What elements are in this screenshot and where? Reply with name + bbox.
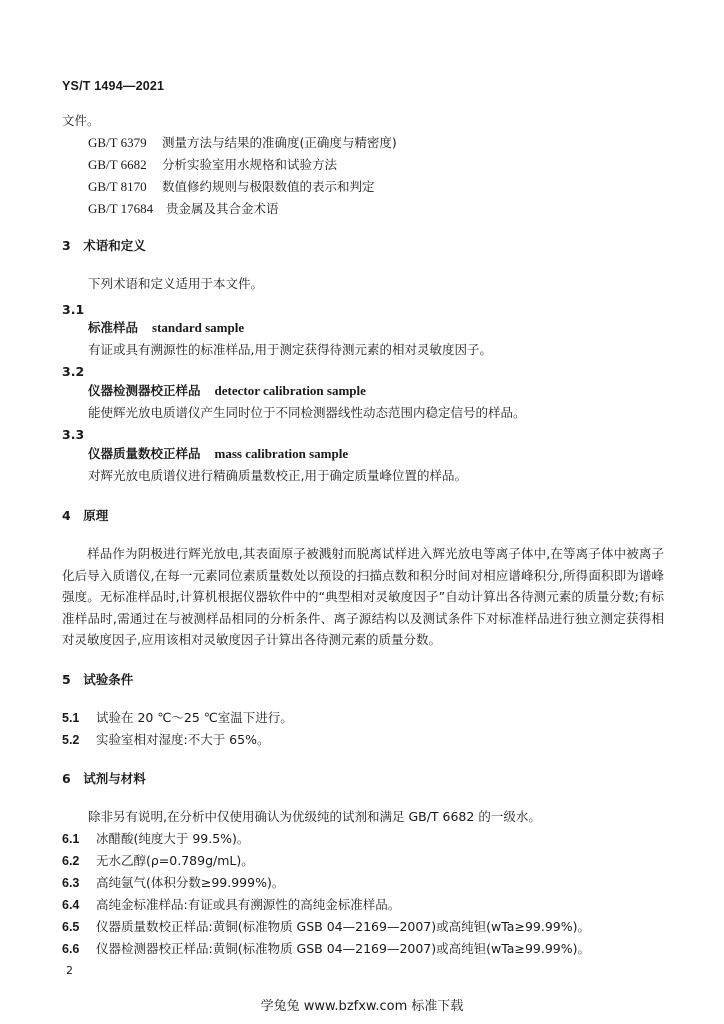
- reference-title: 分析实验室用水规格和试验方法: [162, 157, 338, 172]
- reference-title: 贵金属及其合金术语: [166, 201, 279, 216]
- term-definition: 有证或具有溯源性的标准样品,用于测定获得待测元素的相对灵敏度因子。: [88, 342, 492, 357]
- term-cn: 仪器检测器校正样品: [88, 383, 201, 398]
- clause-text: 高纯氩气(体积分数≥99.999%)。: [96, 875, 285, 890]
- section-heading: 5 试验条件: [62, 672, 134, 687]
- clause-item: [62, 941, 590, 957]
- clause-text: 无水乙醇(ρ=0.789g/mL)。: [96, 853, 254, 868]
- clause-number: 6.1: [62, 832, 80, 846]
- clause-number: 6.5: [62, 920, 80, 934]
- term-number: 3.2: [62, 364, 85, 379]
- clause-item: [62, 853, 254, 869]
- reference-title: 数值修约规则与极限数值的表示和判定: [162, 179, 375, 194]
- term-en: mass calibration sample: [214, 446, 349, 461]
- clause-item: [62, 875, 284, 891]
- term-cn: 标准样品: [88, 320, 139, 335]
- section-heading: 3 术语和定义: [62, 238, 146, 253]
- clause-text: 仪器质量数校正样品:黄铜(标准物质 GSB 04—2169—2007)或高纯钽(wTa≥99.99%)。: [96, 919, 590, 934]
- continuation-text: 文件。: [62, 113, 100, 128]
- clause-text: 仪器检测器校正样品:黄铜(标准物质 GSB 04—2169—2007)或高纯钽(wTa≥99.99%)。: [96, 941, 590, 956]
- reference-item: [88, 201, 279, 217]
- reference-code: GB/T 6682: [88, 157, 147, 172]
- term-en: standard sample: [152, 320, 245, 335]
- term-cn: 仪器质量数校正样品: [88, 446, 201, 461]
- reference-code: GB/T 8170: [88, 179, 147, 194]
- clause-text: 实验室相对湿度:不大于 65%。: [96, 732, 270, 747]
- principle-text: 样品作为阴极进行辉光放电,其表面原子被溅射而脱离试样进入辉光放电等离子体中,在等离子体中被离子化后导入质谱仪,在每一元素同位素质量数处以预设的扫描点数和积分时间对相应谱峰积分,所得面积即为谱峰强度。无标准样品时,计算机根据仪器软件中的“典型相对灵敏度因子”自动计算出各待测元素的质量分数;有标准样品时,需通过在与被测样品相同的分析条件、离子源结构以及测试条件下对标准样品进行独立测定获得相对灵敏度因子,应用该相对灵敏度因子计算出各待测元素的质量分数。: [62, 546, 664, 647]
- clause-item: [62, 897, 400, 913]
- section-heading: 4 原理: [62, 508, 109, 523]
- term-number: 3.3: [62, 427, 85, 442]
- clause-text: 高纯金标准样品:有证或具有溯源性的高纯金标准样品。: [96, 897, 401, 912]
- reference-item: [88, 157, 337, 173]
- clause-item: [62, 919, 590, 935]
- section-intro: 下列术语和定义适用于本文件。: [88, 276, 264, 291]
- clause-number: 6.6: [62, 942, 80, 956]
- term-title: [88, 320, 244, 336]
- section-intro: 除非另有说明,在分析中仅使用确认为优级纯的试剂和满足 GB/T 6682 的一级水。: [88, 809, 541, 824]
- clause-number: 6.3: [62, 876, 80, 890]
- section-heading: 6 试剂与材料: [62, 771, 146, 786]
- term-definition: 对辉光放电质谱仪进行精确质量数校正,用于确定质量峰位置的样品。: [88, 468, 467, 483]
- document-code: YS/T 1494—2021: [62, 79, 165, 93]
- reference-code: GB/T 17684: [88, 201, 154, 216]
- clause-number: 5.2: [62, 733, 80, 747]
- clause-item: [62, 732, 269, 748]
- clause-number: 6.4: [62, 898, 80, 912]
- clause-item: [62, 831, 249, 847]
- term-title: [88, 383, 366, 399]
- clause-number: 5.1: [62, 711, 80, 725]
- reference-item: [88, 135, 397, 151]
- clause-text: 试验在 20 ℃～25 ℃室温下进行。: [96, 710, 293, 725]
- reference-item: [88, 179, 375, 195]
- page-number: 2: [66, 964, 73, 977]
- clause-item: [62, 710, 293, 726]
- principle-paragraph: [62, 543, 664, 651]
- footer-watermark: 学兔兔 www.bzfxw.com 标准下载: [260, 999, 464, 1014]
- clause-number: 6.2: [62, 854, 80, 868]
- term-definition: 能使辉光放电质谱仪产生同时位于不同检测器线性动态范围内稳定信号的样品。: [88, 405, 526, 420]
- term-en: detector calibration sample: [214, 383, 366, 398]
- term-title: [88, 446, 348, 462]
- term-number: 3.1: [62, 302, 85, 317]
- clause-text: 冰醋酸(纯度大于 99.5%)。: [96, 831, 250, 846]
- reference-title: 测量方法与结果的准确度(正确度与精密度): [162, 135, 397, 150]
- reference-code: GB/T 6379: [88, 135, 147, 150]
